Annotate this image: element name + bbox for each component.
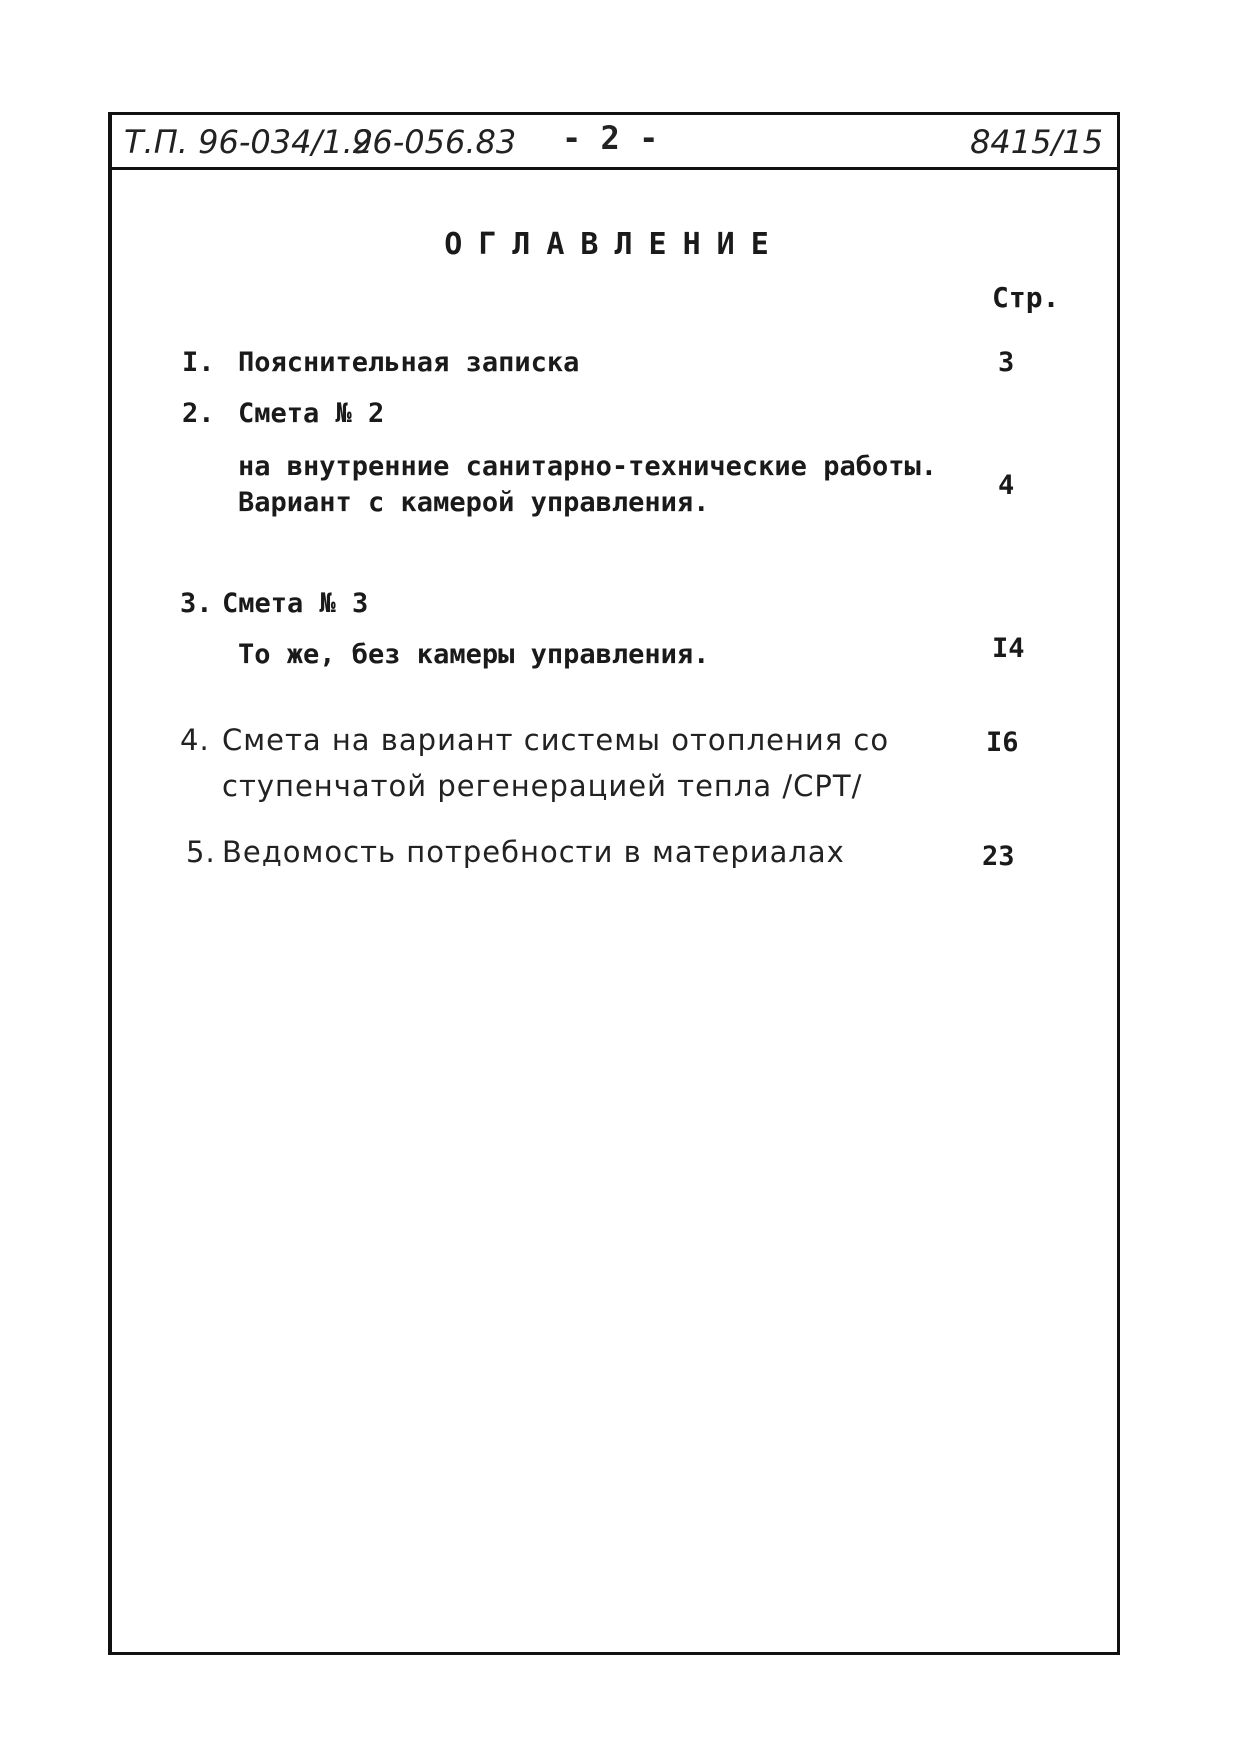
header-sheet: 8415/15 [970,123,1103,161]
item-5-title: Ведомость потребности в материалах [222,835,845,869]
item-2-title: Смета № 2 [238,398,385,429]
header-stamp [112,115,1117,170]
item-1-title: Пояснительная записка [238,347,580,378]
item-2-page: 4 [998,470,1015,501]
toc-title: ОГЛАВЛЕНИЕ [444,227,785,262]
item-4-title: Смета на вариант системы отопления со [222,723,890,757]
item-1-page: 3 [998,347,1015,378]
item-3-desc: То же, без камеры управления. [238,639,710,670]
item-5-page: 23 [982,841,1015,872]
header-number: 96-056.83 [352,123,517,161]
item-2-desc-line1: на внутренние санитарно-технические работы. [238,451,937,482]
header-page: - 2 - [562,119,659,157]
item-4-page: I6 [986,727,1019,758]
item-3-num: 3. [180,588,213,619]
item-3-title: Смета № 3 [222,588,369,619]
page-frame [108,112,1120,1655]
item-4-desc: ступенчатой регенерацией тепла /СРТ/ [222,769,863,803]
header-code: Т.П. 96-034/1.2 [124,123,374,161]
item-2-num: 2. [182,398,215,429]
page-column-label: Стр. [992,281,1060,314]
item-3-page: I4 [992,633,1025,664]
item-2-desc-line2: Вариант с камерой управления. [238,487,710,518]
item-5-num: 5. [186,835,216,869]
item-4-num: 4. [180,723,210,757]
item-1-num: I. [182,347,215,378]
